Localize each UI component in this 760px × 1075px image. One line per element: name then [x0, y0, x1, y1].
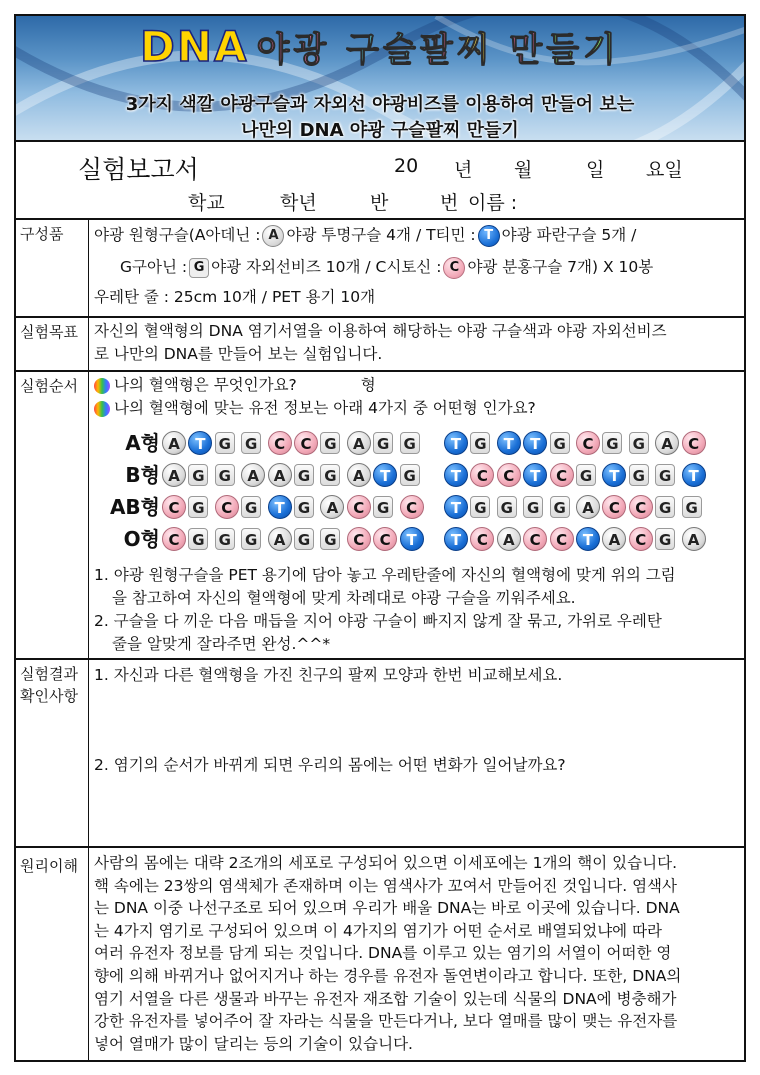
- bead-a: A: [268, 527, 292, 551]
- bead-c: C: [576, 431, 600, 455]
- bead-g: G: [470, 496, 490, 518]
- components-text: G구아닌 :: [120, 258, 188, 276]
- bead-c: C: [162, 495, 186, 519]
- date-year-unit: 년: [454, 159, 473, 181]
- principle-line: 핵 속에는 23쌍의 염색체가 존재하며 이는 염색사가 꼬여서 만들어진 것입니다. 염색사: [94, 876, 678, 895]
- report-sheet: [14, 14, 746, 1062]
- question-blood-type: [94, 374, 740, 397]
- principle-line: 강한 유전자를 넣어주어 잘 자라는 식물을 만든다거나, 보다 열매를 많이 맺는 유전자를: [94, 1012, 678, 1031]
- components-label: 구성품: [20, 225, 64, 243]
- divider: [16, 218, 744, 220]
- bead-t: T: [444, 463, 468, 487]
- bead-t: T: [602, 463, 626, 487]
- divider: [16, 846, 744, 848]
- name-label: 이름 :: [468, 192, 518, 214]
- date-year: 20: [394, 155, 419, 177]
- bead-g: G: [373, 496, 393, 518]
- bead-g: G: [629, 432, 649, 454]
- bead-t: T: [682, 463, 706, 487]
- bead-c: C: [550, 463, 574, 487]
- bead-g: G: [576, 464, 596, 486]
- bead-c: C: [497, 463, 521, 487]
- bead-t-icon: T: [478, 225, 500, 247]
- grade-label: 학년: [280, 192, 317, 214]
- bead-g: G: [602, 432, 622, 454]
- title-dna: DNA: [140, 22, 249, 71]
- step-1-line-1: 1. 야광 원형구슬을 PET 용기에 담아 놓고 우레탄줄에 자신의 혈액형에 맞게 위의 그림: [94, 566, 676, 584]
- bead-c: C: [294, 431, 318, 455]
- step-2-line-1: 2. 구슬을 다 끼운 다음 매듭을 지어 야광 구슬이 빠지지 않게 잘 묶고, 가위로 우레탄: [94, 612, 662, 630]
- results-question-1: 1. 자신과 다른 혈액형을 가진 친구의 팔찌 모양과 한번 비교해보세요.: [94, 666, 563, 684]
- class-label: 반: [370, 192, 389, 214]
- components-line-3: 우레탄 줄 : 25cm 10개 / PET 용기 10개: [94, 288, 376, 306]
- bead-a: A: [268, 463, 292, 487]
- title-korean: 야광 구슬팔찌 만들기: [256, 30, 620, 70]
- bead-g: G: [497, 496, 517, 518]
- bead-g: G: [550, 496, 570, 518]
- bead-c: C: [373, 527, 397, 551]
- bead-a: A: [682, 527, 706, 551]
- divider: [16, 140, 744, 142]
- components-line-2: [120, 256, 740, 279]
- goal-line-2: 로 나만의 DNA를 만들어 보는 실험입니다.: [94, 345, 383, 363]
- principle-line: 여러 유전자 정보를 담게 되는 것입니다. DNA를 이루고 있는 염기의 서열이 어떠한 영: [94, 944, 672, 963]
- principle-line: 사람의 몸에는 대략 2조개의 세포로 구성되어 있으면 이세포에는 1개의 핵이 있습니다.: [94, 854, 678, 872]
- bead-t: T: [444, 495, 468, 519]
- bead-g: G: [400, 464, 420, 486]
- bead-a: A: [602, 527, 626, 551]
- bead-c: C: [629, 495, 653, 519]
- bead-c: C: [347, 527, 371, 551]
- bead-g: G: [400, 432, 420, 454]
- bead-g: G: [241, 496, 261, 518]
- label-column-divider: [88, 218, 89, 1062]
- bead-c: C: [162, 527, 186, 551]
- rainbow-bullet-icon: [94, 401, 110, 417]
- bead-g: G: [655, 528, 675, 550]
- banner-title: [16, 22, 744, 71]
- subtitle-line-1: 3가지 색깔 야광구슬과 자외선 야광비즈를 이용하여 만들어 보는: [125, 94, 635, 115]
- bead-g: G: [320, 464, 340, 486]
- components-text: 야광 분홍구슬 7개) X 10봉: [467, 258, 654, 276]
- bead-c: C: [523, 527, 547, 551]
- bead-t: T: [444, 527, 468, 551]
- bead-g: G: [320, 528, 340, 550]
- school-label: 학교: [188, 192, 225, 214]
- title-banner: [16, 16, 744, 140]
- bead-t: T: [523, 431, 547, 455]
- components-text: 야광 원형구슬(A아데닌 :: [94, 226, 261, 244]
- bead-t: T: [268, 495, 292, 519]
- bead-g: G: [629, 464, 649, 486]
- goal-line-1: 자신의 혈액형의 DNA 염기서열을 이용하여 해당하는 야광 구슬색과 야광 자외선비즈: [94, 322, 667, 340]
- divider: [16, 370, 744, 372]
- rainbow-bullet-icon: [94, 378, 110, 394]
- bead-g: G: [294, 528, 314, 550]
- results-label-2: 확인사항: [20, 687, 78, 705]
- bead-g: G: [470, 432, 490, 454]
- blood-type-label: AB형: [109, 495, 160, 519]
- principle-line: 넣어 열매가 많이 달리는 등의 기술이 있습니다.: [94, 1034, 413, 1053]
- bead-g: G: [241, 528, 261, 550]
- components-text: 야광 자외선비즈 10개 / C시토신 :: [211, 258, 442, 276]
- bead-g: G: [373, 432, 393, 454]
- components-text: 야광 파란구슬 5개 /: [501, 226, 637, 244]
- principle-line: 향에 의해 바뀌거나 없어지거나 하는 경우를 유전자 돌연변이라고 합니다. 또한, DNA의: [94, 967, 682, 985]
- bead-g-icon: G: [189, 258, 209, 278]
- report-title: 실험보고서: [78, 155, 199, 184]
- number-label: 번: [440, 192, 459, 214]
- principle-line: 염기 서열을 다른 생물과 바꾸는 유전자 재조합 기술이 있는데 식물의 DNA에 병충해가: [94, 989, 677, 1008]
- bead-c: C: [268, 431, 292, 455]
- bead-g: G: [188, 496, 208, 518]
- bead-g: G: [188, 464, 208, 486]
- bead-a: A: [347, 431, 371, 455]
- blood-type-unit: 형: [360, 376, 376, 394]
- goal-label: 실험목표: [20, 323, 78, 341]
- bead-a: A: [241, 463, 265, 487]
- bead-g: G: [320, 432, 340, 454]
- bead-c: C: [550, 527, 574, 551]
- principle-line: 는 DNA 이중 나선구조로 되어 있으며 우리가 배울 DNA는 바로 이곳에 있습니다. DNA: [94, 899, 680, 918]
- bead-c-icon: C: [443, 257, 465, 279]
- bead-a: A: [497, 527, 521, 551]
- bead-c: C: [470, 463, 494, 487]
- date-day-unit: 일: [586, 159, 605, 181]
- bead-c: C: [682, 431, 706, 455]
- bead-c: C: [629, 527, 653, 551]
- bead-a-icon: A: [262, 225, 284, 247]
- blood-type-label: O형: [123, 527, 160, 551]
- subtitle-line-2: 나만의 DNA 야광 구슬팔찌 만들기: [241, 120, 519, 140]
- date-month-unit: 월: [514, 159, 533, 181]
- bead-t: T: [373, 463, 397, 487]
- bead-t: T: [523, 463, 547, 487]
- date-weekday-unit: 요일: [646, 159, 683, 181]
- divider: [16, 316, 744, 318]
- bead-g: G: [294, 464, 314, 486]
- procedure-label: 실험순서: [20, 377, 78, 395]
- question-text: 나의 혈액형은 무엇인가요?: [114, 376, 297, 394]
- bead-t: T: [576, 527, 600, 551]
- bead-t: T: [400, 527, 424, 551]
- bead-g: G: [655, 464, 675, 486]
- bead-g: G: [188, 528, 208, 550]
- bead-g: G: [523, 496, 543, 518]
- bead-a: A: [655, 431, 679, 455]
- blood-type-label: A형: [125, 431, 160, 455]
- question-sequence: [94, 397, 740, 420]
- bead-c: C: [602, 495, 626, 519]
- results-question-2: 2. 염기의 순서가 바뀌게 되면 우리의 몸에는 어떤 변화가 일어날까요?: [94, 756, 566, 774]
- components-line-1: [94, 224, 740, 247]
- bead-g: G: [215, 528, 235, 550]
- bead-a: A: [576, 495, 600, 519]
- principle-label: 원리이해: [20, 857, 78, 875]
- question-text: 나의 혈액형에 맞는 유전 정보는 아래 4가지 중 어떤형 인가요?: [114, 399, 536, 417]
- bead-g: G: [550, 432, 570, 454]
- bead-c: C: [215, 495, 239, 519]
- bead-g: G: [215, 464, 235, 486]
- step-2-line-2: 줄을 알맞게 잘라주면 완성.^^*: [112, 635, 331, 653]
- bead-t: T: [444, 431, 468, 455]
- bead-a: A: [162, 463, 186, 487]
- blood-type-label: B형: [125, 463, 160, 487]
- divider: [16, 658, 744, 660]
- bead-g: G: [294, 496, 314, 518]
- results-label-1: 실험결과: [20, 665, 78, 683]
- principle-line: 는 4가지 염기로 구성되어 있으며 이 4가지의 염기가 어떤 순서로 배열되었냐에 따라: [94, 921, 663, 940]
- bead-t: T: [188, 431, 212, 455]
- components-text: 야광 투명구슬 4개 / T티민 :: [286, 226, 476, 244]
- bead-g: G: [215, 432, 235, 454]
- bead-g: G: [682, 496, 702, 518]
- bead-c: C: [470, 527, 494, 551]
- bead-a: A: [320, 495, 344, 519]
- bead-c: C: [400, 495, 424, 519]
- bead-a: A: [162, 431, 186, 455]
- bead-t: T: [497, 431, 521, 455]
- bead-a: A: [347, 463, 371, 487]
- bead-c: C: [347, 495, 371, 519]
- bead-g: G: [241, 432, 261, 454]
- bead-g: G: [655, 496, 675, 518]
- step-1-line-2: 을 참고하여 자신의 혈액형에 맞게 차례대로 야광 구슬을 끼워주세요.: [112, 589, 576, 607]
